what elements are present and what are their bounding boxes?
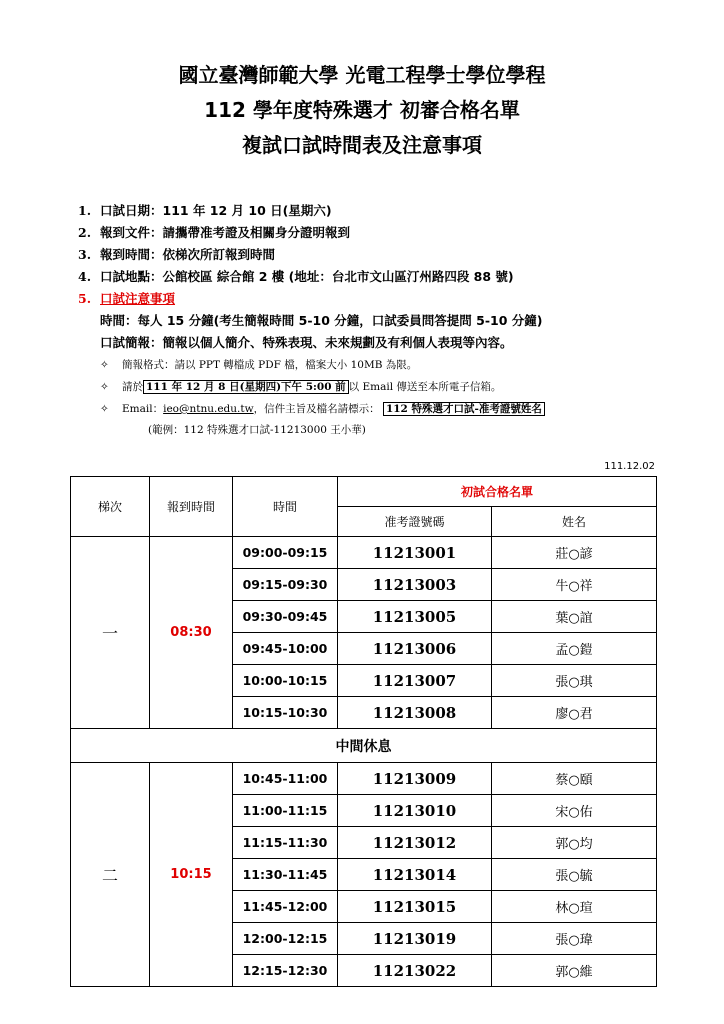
notes-duration: 時間：每人 15 分鐘(考生簡報時間 5-10 分鐘，口試委員問答提問 5-10 分鐘) [100,313,543,328]
note-deadline: ✧ 請於 111 年 12 月 8 日(星期四)下午 5:00 前 以 Email 傳送至本所電子信箱。 [78,376,698,398]
header-qualified-list: 初試合格名單 [338,477,657,507]
table-row [71,763,657,795]
header-time: 時間 [233,477,338,537]
exam-number: 11213010 [338,795,492,827]
exam-number: 11213007 [338,665,492,697]
slot-time: 09:45-10:00 [233,633,338,665]
exam-number: 11213009 [338,763,492,795]
exam-number: 11213015 [338,891,492,923]
title-admission-list: 112 學年度特殊選才 初審合格名單 [204,98,520,122]
slot-time: 09:15-09:30 [233,569,338,601]
note-format: ✧ 簡報格式：請以 PPT 轉檔成 PDF 檔，檔案大小 10MB 為限。 [78,354,698,376]
slot-time: 09:00-09:15 [233,537,338,569]
slot-time: 10:15-10:30 [233,697,338,729]
candidate-name: 郭○維 [492,955,657,987]
break-label: 中間休息 [71,729,657,763]
header-exam-number: 准考證號碼 [338,507,492,537]
batch-label: 二 [71,763,150,987]
exam-number: 11213008 [338,697,492,729]
batch-report-time: 08:30 [150,537,233,729]
exam-number: 11213006 [338,633,492,665]
header-report-time: 報到時間 [150,477,233,537]
candidate-name: 林○瑄 [492,891,657,923]
note-example: (範例：112 特殊選才口試-11213000 王小華) [148,424,366,436]
break-row [71,729,657,763]
deadline-box: 111 年 12 月 8 日(星期四)下午 5:00 前 [143,380,349,394]
header-name: 姓名 [492,507,657,537]
slot-time: 11:45-12:00 [233,891,338,923]
email-link[interactable]: ieo@ntnu.edu.tw [163,403,254,415]
exam-number: 11213022 [338,955,492,987]
batch-label: 一 [71,537,150,729]
slot-time: 11:30-11:45 [233,859,338,891]
instructions-list [78,200,698,440]
title-university-program: 國立臺灣師範大學 光電工程學士學位學程 [178,63,546,87]
candidate-name: 宋○佑 [492,795,657,827]
slot-time: 12:15-12:30 [233,955,338,987]
exam-number: 11213019 [338,923,492,955]
diamond-bullet-icon: ✧ [100,403,109,415]
exam-number: 11213012 [338,827,492,859]
slot-time: 11:15-11:30 [233,827,338,859]
exam-number: 11213003 [338,569,492,601]
note-email: ✧ Email：ieo@ntnu.edu.tw，信件主旨及檔名請標示： 112 特殊選才口試-准考證號姓名 [78,398,698,420]
candidate-name: 張○毓 [492,859,657,891]
instruction-notes-heading: 5. 口試注意事項 [78,291,176,306]
instruction-date: 1. 口試日期：111 年 12 月 10 日(星期六) [78,203,332,218]
instruction-location: 4. 口試地點：公館校區 綜合館 2 樓 (地址：台北市文山區汀州路四段 88 號) [78,269,514,284]
interview-schedule-table [70,476,657,987]
slot-time: 10:00-10:15 [233,665,338,697]
slot-time: 09:30-09:45 [233,601,338,633]
document-title-block [0,58,724,163]
diamond-bullet-icon: ✧ [100,359,109,371]
document-date: 111.12.02 [604,461,655,472]
candidate-name: 張○琪 [492,665,657,697]
instruction-documents: 2. 報到文件：請攜帶准考證及相關身分證明報到 [78,225,351,240]
candidate-name: 蔡○頤 [492,763,657,795]
table-header-row [71,477,657,507]
candidate-name: 孟○鎧 [492,633,657,665]
notes-presentation: 口試簡報：簡報以個人簡介、特殊表現、未來規劃及有利個人表現等內容。 [100,335,513,350]
candidate-name: 郭○均 [492,827,657,859]
table-row [71,537,657,569]
batch-report-time: 10:15 [150,763,233,987]
exam-number: 11213005 [338,601,492,633]
exam-number: 11213001 [338,537,492,569]
slot-time: 10:45-11:00 [233,763,338,795]
slot-time: 12:00-12:15 [233,923,338,955]
instruction-report-time: 3. 報到時間：依梯次所訂報到時間 [78,247,276,262]
diamond-bullet-icon: ✧ [100,381,109,393]
candidate-name: 廖○君 [492,697,657,729]
candidate-name: 莊○諺 [492,537,657,569]
slot-time: 11:00-11:15 [233,795,338,827]
candidate-name: 張○瑋 [492,923,657,955]
candidate-name: 牛○祥 [492,569,657,601]
header-batch: 梯次 [71,477,150,537]
exam-number: 11213014 [338,859,492,891]
title-schedule-notes: 複試口試時間表及注意事項 [242,133,482,157]
subject-format-box: 112 特殊選才口試-准考證號姓名 [383,402,545,416]
candidate-name: 葉○誼 [492,601,657,633]
